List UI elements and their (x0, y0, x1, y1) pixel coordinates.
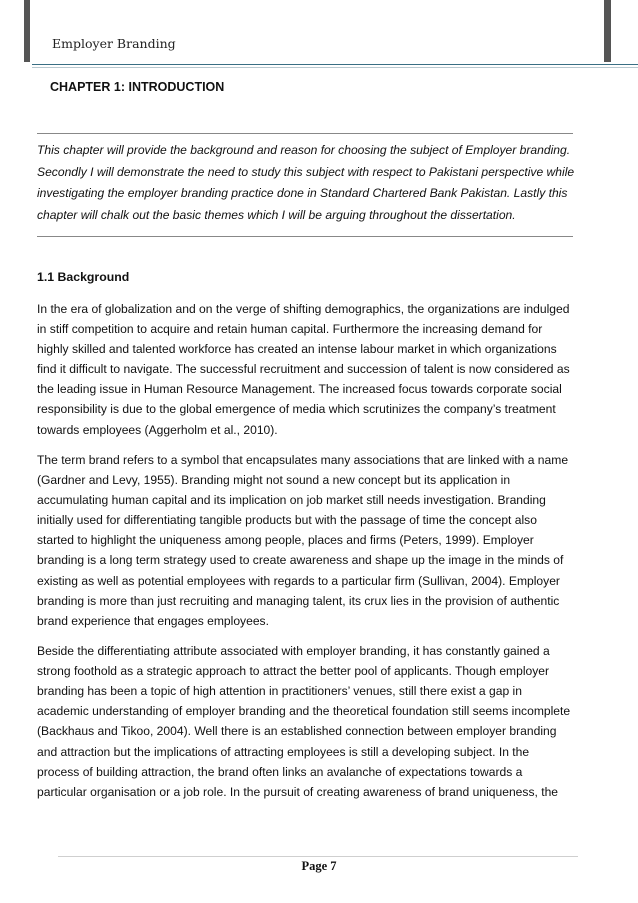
running-header: Employer Branding (52, 36, 176, 51)
abstract-top-rule (37, 133, 573, 134)
abstract-bottom-rule (37, 236, 573, 237)
abstract-line: Secondly I will demonstrate the need to study this subject with respect to Pakistani perspective while (37, 164, 575, 179)
header-rule-secondary (32, 67, 638, 68)
text-line: branding is a long term strategy used to create awareness and shape up the image in the minds of (37, 553, 564, 568)
paragraph (37, 641, 589, 802)
section-body (37, 299, 589, 812)
text-line: branding is more than just recruiting and managing talent, its crux lies in the provision of authentic (37, 593, 560, 608)
page-number: Page 7 (301, 859, 337, 873)
text-line: initially used for differentiating tangible products but with the passage of time the concept also (37, 513, 537, 528)
text-line: process of building attraction, the brand often links an avalanche of expectations towards a (37, 764, 523, 779)
header-right-bar (604, 0, 611, 62)
text-line: In the era of globalization and on the verge of shifting demographics, the organizations are indulged (37, 302, 570, 316)
text-line: particular organisation or a job role. In the pursuit of creating awareness of brand uniqueness, the (37, 784, 559, 799)
text-line: Beside the differentiating attribute associated with employer branding, it has constantly gained a (37, 644, 550, 659)
text-line: highly skilled and talented workforce has created an intense labour market in which organizations (37, 342, 557, 357)
footer-rule (58, 856, 578, 857)
abstract-line: investigating the employer branding practice done in Standard Chartered Bank Pakistan. Lastly this (37, 186, 568, 201)
paragraph (37, 450, 589, 631)
section-heading: 1.1 Background (37, 270, 130, 284)
chapter-title: CHAPTER 1: INTRODUCTION (50, 80, 225, 94)
text-line: started to highlight the uniqueness among people, places and firms (Peters, 1999). Employer (37, 533, 534, 548)
text-line: accumulating human capital and its implication on job market still needs investigation. Branding (37, 493, 546, 508)
text-line: and attraction but the implications of attracting employees is still a developing subject. In the (37, 744, 530, 759)
text-line: academic understanding of employer branding and the theoretical foundation still seems incomplete (37, 704, 571, 719)
text-line: The term brand refers to a symbol that encapsulates many associations that are linked with a name (37, 452, 569, 467)
text-line: find it difficult to navigate. The successful recruitment and succession of talent is now considered as (37, 362, 570, 377)
header-rule (32, 64, 638, 65)
text-line: brand experience that engages employees. (37, 613, 269, 628)
text-line: towards employees (Aggerholm et al., 2010). (37, 422, 278, 437)
text-line: strong foothold as a strategic approach to attract the better pool of applicants. Though employer (37, 664, 550, 679)
text-line: branding has been a topic of high attention in practitioners’ venues, still there exist a gap in (37, 684, 522, 699)
abstract-line: This chapter will provide the background and reason for choosing the subject of Employer branding. (37, 143, 571, 157)
chapter-abstract (37, 140, 582, 227)
text-line: in stiff competition to acquire and retain human capital. Furthermore the increasing demand for (37, 322, 543, 337)
text-line: (Gardner and Levy, 1955). Branding might not sound a new concept but its application in (37, 473, 511, 488)
text-line: the leading issue in Human Resource Management. The increased focus towards corporate social (37, 382, 562, 397)
text-line: responsibility is due to the global emergence of media which scrutinizes the company’s treatment (37, 402, 556, 417)
abstract-line: chapter will chalk out the basic themes which I will be arguing throughout the dissertation. (37, 208, 516, 223)
text-line: existing as well as potential employees with regards to a particular firm (Sullivan, 2004). Employer (37, 573, 560, 588)
text-line: (Backhaus and Tikoo, 2004). Well there is an established connection between employer branding (37, 724, 557, 739)
header-left-bar (24, 0, 30, 62)
paragraph (37, 299, 589, 440)
